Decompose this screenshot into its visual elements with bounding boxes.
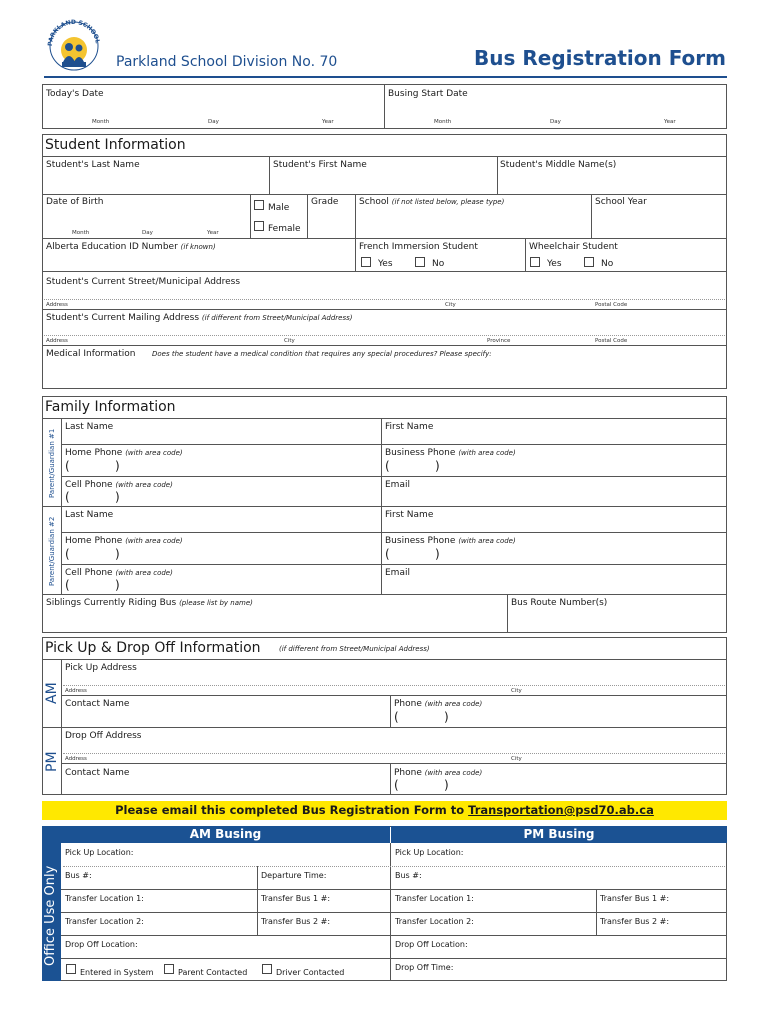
email-banner-text: Please email this completed Bus Registration Form to: [115, 803, 469, 817]
g2-business-paren-open: (: [385, 547, 390, 561]
province-label: Province: [487, 338, 511, 344]
am-pickup-location-label: Pick Up Location:: [65, 848, 134, 857]
am-phone-label: Phone (with area code): [394, 699, 483, 709]
month-label: Month: [434, 119, 452, 125]
g1-cell-paren-close: ): [115, 490, 120, 504]
am-label: AM: [44, 682, 60, 704]
g2-home-paren-open: (: [65, 547, 70, 561]
entered-in-system-label: Entered in System: [80, 968, 154, 977]
todays-date-field[interactable]: [46, 101, 380, 117]
pm-contact-name-label: Contact Name: [65, 768, 130, 778]
entered-in-system-checkbox[interactable]: [66, 964, 76, 974]
wheelchair-yes-checkbox[interactable]: [530, 257, 540, 267]
form-title: Bus Registration Form: [474, 46, 726, 70]
parent-contacted-label: Parent Contacted: [178, 968, 248, 977]
aeid-label: Alberta Education ID Number (if known): [46, 242, 216, 252]
dob-day-label: Day: [142, 230, 153, 236]
email-banner: [42, 801, 727, 820]
year-label: Year: [322, 119, 334, 125]
address-label: Address: [46, 302, 68, 308]
french-yes-checkbox[interactable]: [361, 257, 371, 267]
wheelchair-no-label: No: [601, 259, 614, 269]
dropoff-time-label: Drop Off Time:: [395, 963, 454, 972]
first-name-label: Student's First Name: [273, 160, 367, 170]
departure-time-label: Departure Time:: [261, 871, 327, 880]
pickup-address-label: Pick Up Address: [65, 663, 137, 673]
postal-label: Postal Code: [595, 302, 628, 308]
mailing-address-sub: Address: [46, 338, 68, 344]
am-address-sub: Address: [65, 688, 87, 694]
male-checkbox[interactable]: [254, 200, 264, 210]
medical-field[interactable]: [46, 362, 722, 386]
city-label: City: [445, 302, 456, 308]
g2-home-paren-close: ): [115, 547, 120, 561]
pm-address-sub: Address: [65, 756, 87, 762]
am-transfer-loc2-label: Transfer Location 2:: [65, 917, 144, 926]
school-year-label: School Year: [595, 197, 647, 207]
guardian1-label: Parent/Guardian #1: [48, 428, 56, 498]
logo-text: PARKLAND SCHOOL: [46, 18, 101, 47]
french-no-checkbox[interactable]: [415, 257, 425, 267]
wheelchair-label: Wheelchair Student: [529, 242, 618, 252]
pickup-heading: Pick Up & Drop Off Information: [45, 640, 261, 656]
busing-start-label: Busing Start Date: [388, 89, 468, 99]
am-busing-header: AM Busing: [61, 826, 390, 843]
dob-label: Date of Birth: [46, 197, 104, 207]
pickup-section: [42, 637, 727, 795]
am-transfer-bus1-label: Transfer Bus 1 #:: [261, 894, 331, 903]
g1-home-phone-label: Home Phone (with area code): [65, 448, 183, 458]
pm-bus-num-label: Bus #:: [395, 871, 422, 880]
wheelchair-no-checkbox[interactable]: [584, 257, 594, 267]
g2-business-paren-close: ): [435, 547, 440, 561]
male-label: Male: [268, 203, 290, 213]
am-transfer-bus2-label: Transfer Bus 2 #:: [261, 917, 331, 926]
grade-label: Grade: [311, 197, 339, 207]
g1-business-paren-close: ): [435, 459, 440, 473]
g2-first-name-label: First Name: [385, 510, 434, 520]
g2-home-phone-label: Home Phone (with area code): [65, 536, 183, 546]
pm-paren-open: (: [394, 778, 399, 792]
todays-date-label: Today's Date: [46, 89, 104, 99]
pm-transfer-bus2-label: Transfer Bus 2 #:: [600, 917, 670, 926]
pickup-heading-note: (if different from Street/Municipal Address): [279, 645, 430, 653]
pm-busing-header: PM Busing: [391, 826, 727, 843]
mailing-address-label: Student's Current Mailing Address (if different from Street/Municipal Address): [46, 313, 353, 323]
g2-cell-paren-open: (: [65, 578, 70, 592]
am-bus-num-label: Bus #:: [65, 871, 92, 880]
g2-business-phone-label: Business Phone (with area code): [385, 536, 516, 546]
pm-label: PM: [44, 751, 60, 772]
g1-business-phone-label: Business Phone (with area code): [385, 448, 516, 458]
bus-route-label: Bus Route Number(s): [511, 598, 608, 608]
guardian2-label: Parent/Guardian #2: [48, 516, 56, 586]
pm-pickup-location-label: Pick Up Location:: [395, 848, 464, 857]
wheelchair-yes-label: Yes: [547, 259, 562, 269]
g1-business-paren-open: (: [385, 459, 390, 473]
driver-contacted-label: Driver Contacted: [276, 968, 345, 977]
pm-transfer-bus1-label: Transfer Bus 1 #:: [600, 894, 670, 903]
am-transfer-loc1-label: Transfer Location 1:: [65, 894, 144, 903]
busing-start-date-field[interactable]: [388, 101, 722, 117]
mailing-postal-label: Postal Code: [595, 338, 628, 344]
medical-label: Medical Information: [46, 349, 136, 359]
day-label: Day: [550, 119, 561, 125]
parent-contacted-checkbox[interactable]: [164, 964, 174, 974]
g1-first-name-label: First Name: [385, 422, 434, 432]
g2-cell-phone-label: Cell Phone (with area code): [65, 568, 173, 578]
g1-last-name-label: Last Name: [65, 422, 114, 432]
g2-email-label: Email: [385, 568, 410, 578]
siblings-label: Siblings Currently Riding Bus (please list by name): [46, 598, 253, 608]
g2-last-name-label: Last Name: [65, 510, 114, 520]
school-label: School (if not listed below, please type): [359, 197, 505, 207]
g1-email-label: Email: [385, 480, 410, 490]
pm-transfer-loc2-label: Transfer Location 2:: [395, 917, 474, 926]
g1-home-paren-close: ): [115, 459, 120, 473]
pm-phone-label: Phone (with area code): [394, 768, 483, 778]
org-name: Parkland School Division No. 70: [116, 54, 338, 70]
am-contact-name-label: Contact Name: [65, 699, 130, 709]
am-paren-open: (: [394, 710, 399, 724]
dob-month-label: Month: [72, 230, 90, 236]
g1-home-paren-open: (: [65, 459, 70, 473]
pm-paren-close: ): [444, 778, 449, 792]
dob-year-label: Year: [207, 230, 219, 236]
logo-number: No. 70: [66, 62, 85, 68]
french-no-label: No: [432, 259, 445, 269]
french-immersion-label: French Immersion Student: [359, 242, 478, 252]
medical-question: Does the student have a medical condition that requires any special procedures? Please specify:: [152, 350, 492, 358]
g1-cell-paren-open: (: [65, 490, 70, 504]
am-city-sub: City: [511, 688, 522, 694]
email-link[interactable]: Transportation@psd70.ab.ca: [468, 803, 654, 817]
pm-city-sub: City: [511, 756, 522, 762]
family-info-heading: Family Information: [45, 399, 176, 415]
day-label: Day: [208, 119, 219, 125]
female-checkbox[interactable]: [254, 221, 264, 231]
dropoff-address-label: Drop Off Address: [65, 731, 142, 741]
driver-contacted-checkbox[interactable]: [262, 964, 272, 974]
g2-cell-paren-close: ): [115, 578, 120, 592]
pm-transfer-loc1-label: Transfer Location 1:: [395, 894, 474, 903]
female-label: Female: [268, 224, 301, 234]
last-name-label: Student's Last Name: [46, 160, 140, 170]
mailing-city-label: City: [284, 338, 295, 344]
am-dropoff-location-label: Drop Off Location:: [65, 940, 138, 949]
year-label: Year: [664, 119, 676, 125]
student-info-heading: Student Information: [45, 137, 186, 153]
office-use-label: Office Use Only: [43, 865, 58, 966]
g1-cell-phone-label: Cell Phone (with area code): [65, 480, 173, 490]
street-address-label: Student's Current Street/Municipal Address: [46, 277, 241, 287]
month-label: Month: [92, 119, 110, 125]
middle-name-label: Student's Middle Name(s): [500, 160, 617, 170]
pm-dropoff-location-label: Drop Off Location:: [395, 940, 468, 949]
french-yes-label: Yes: [378, 259, 393, 269]
am-paren-close: ): [444, 710, 449, 724]
